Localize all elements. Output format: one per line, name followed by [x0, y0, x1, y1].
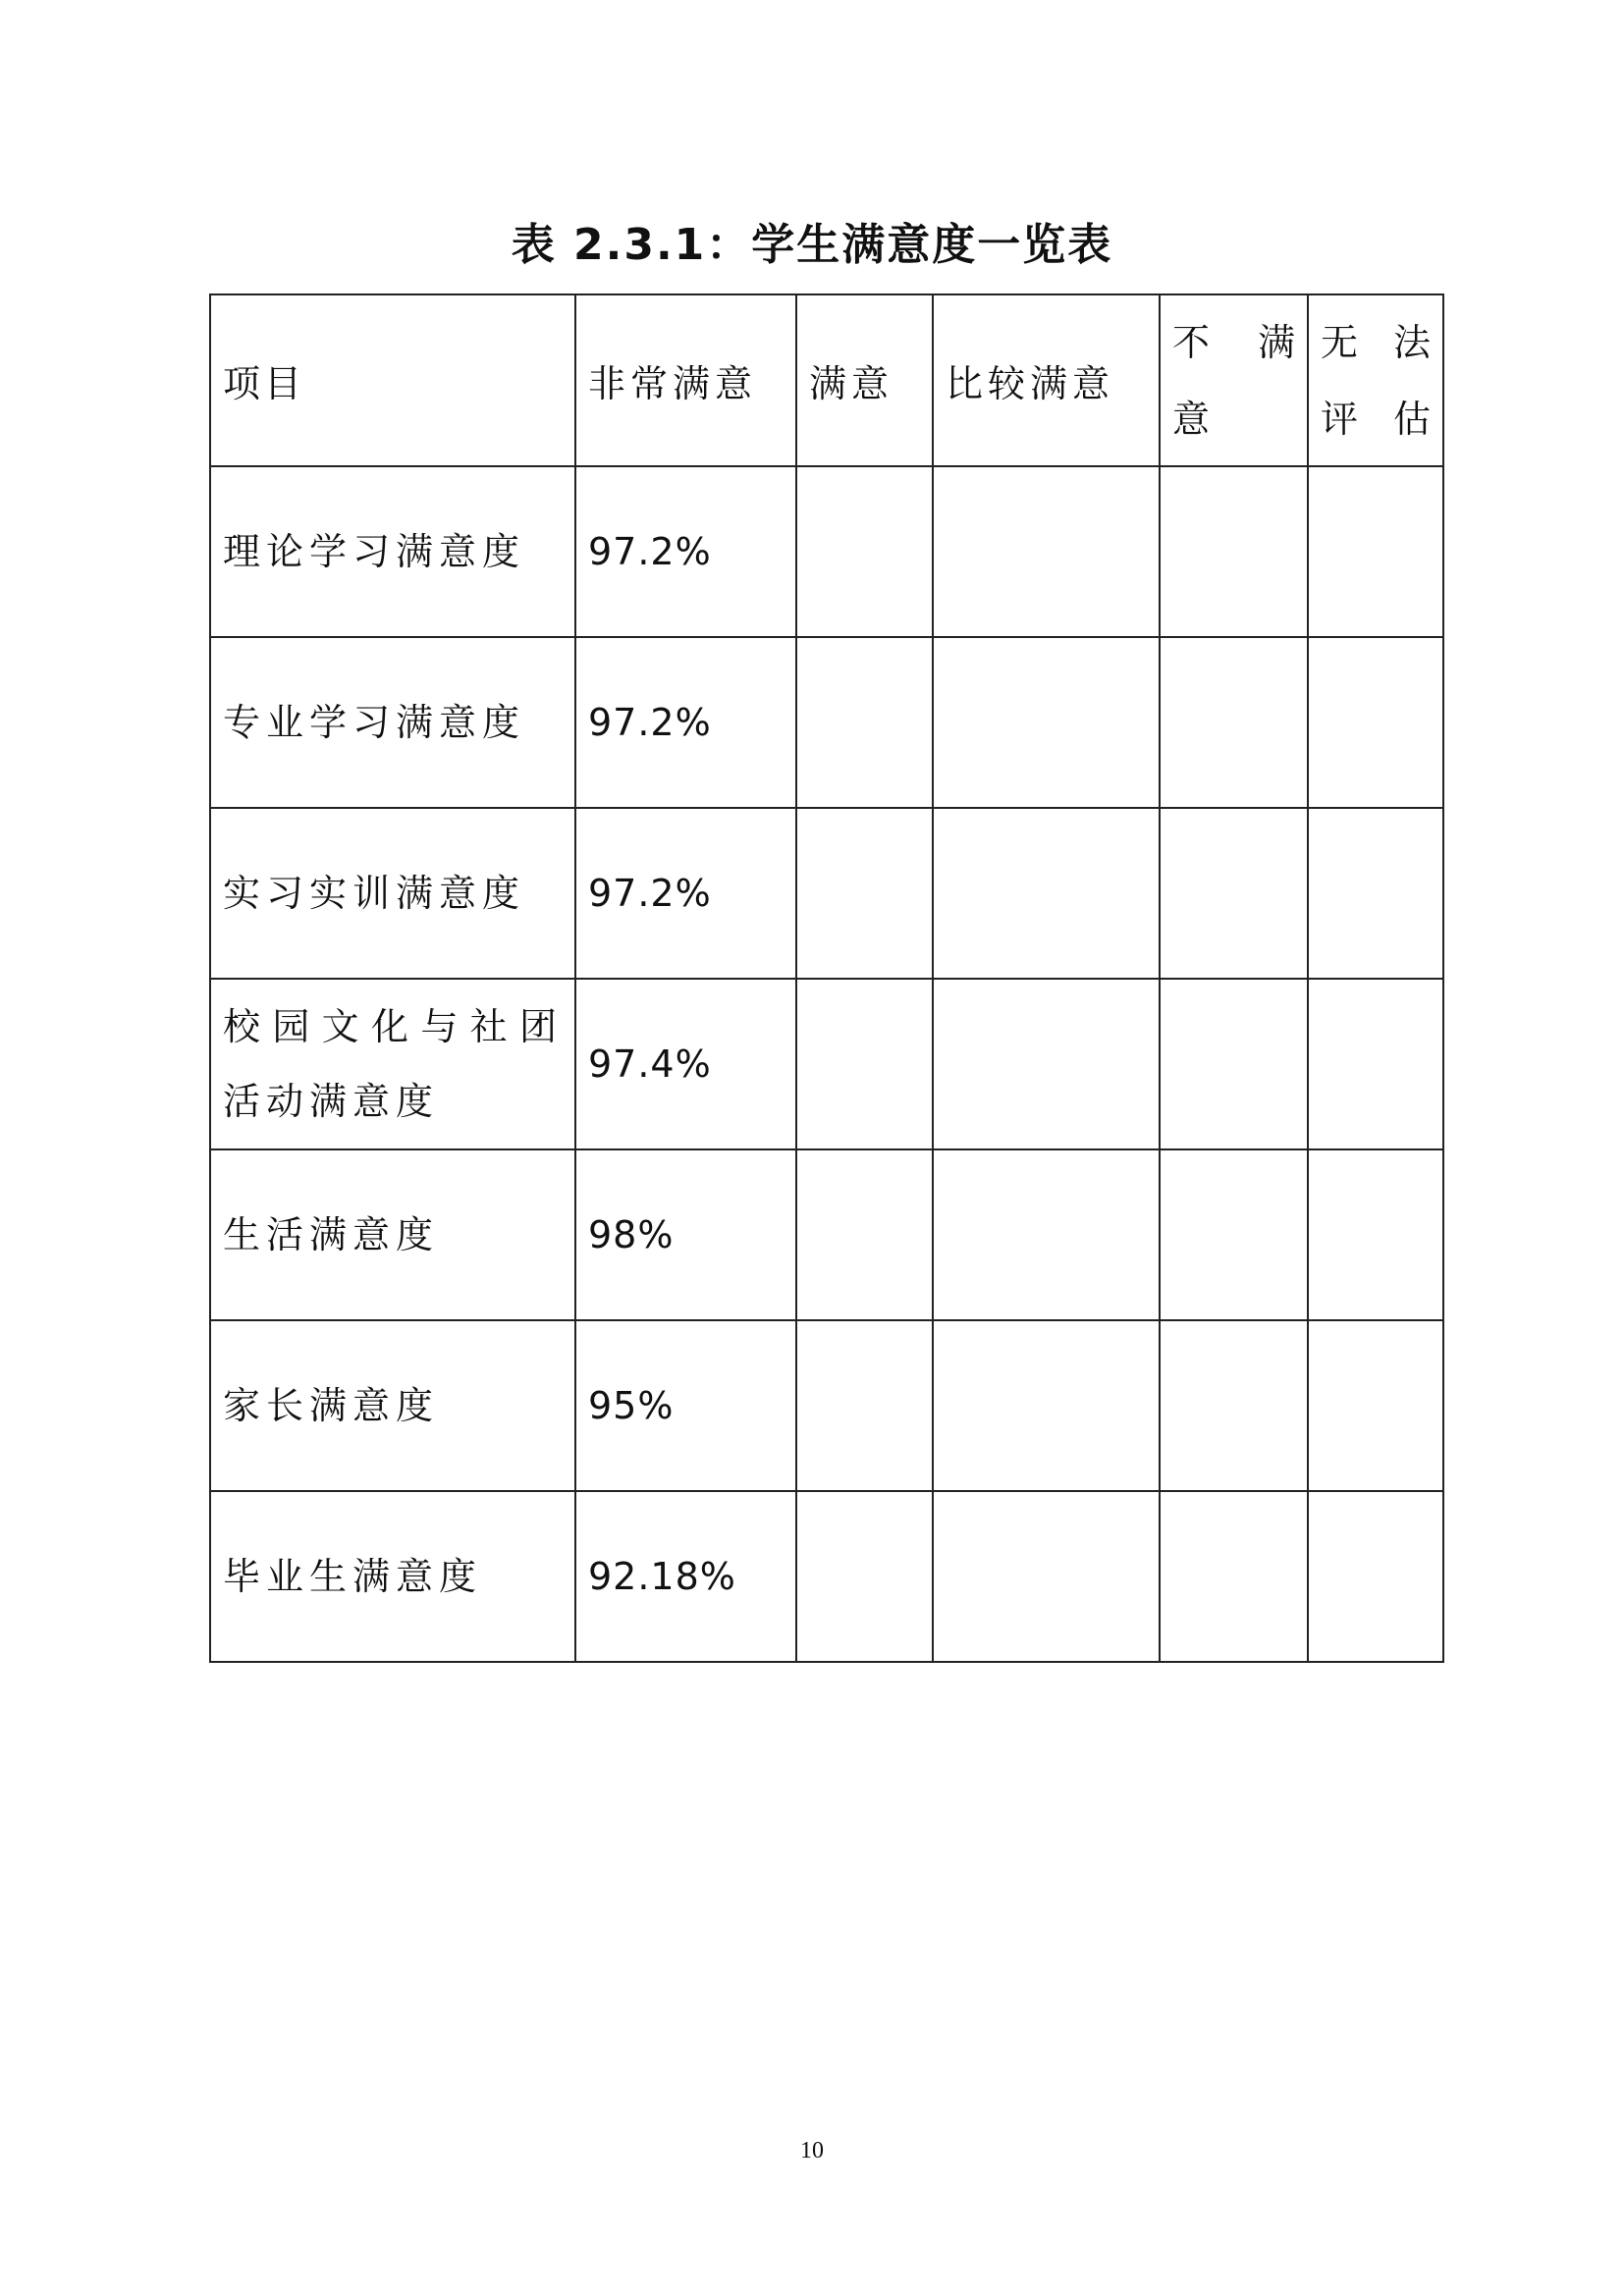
row-very-satisfied: 92.18% — [575, 1491, 796, 1662]
row-very-satisfied: 97.2% — [575, 808, 796, 979]
row-fairly-satisfied — [933, 466, 1160, 637]
row-very-satisfied: 95% — [575, 1320, 796, 1491]
row-fairly-satisfied — [933, 1149, 1160, 1320]
row-item: 校园文化与社团活动满意度 — [210, 979, 575, 1149]
row-item: 家长满意度 — [210, 1320, 575, 1491]
header-satisfied: 满意 — [796, 294, 933, 466]
row-satisfied — [796, 1320, 933, 1491]
row-item: 专业学习满意度 — [210, 637, 575, 808]
header-cannot-evaluate: 无 法 评估 — [1308, 294, 1443, 466]
row-satisfied — [796, 1491, 933, 1662]
row-cannot-evaluate — [1308, 466, 1443, 637]
row-item: 理论学习满意度 — [210, 466, 575, 637]
page-number: 10 — [800, 2138, 824, 2163]
row-fairly-satisfied — [933, 1320, 1160, 1491]
row-fairly-satisfied — [933, 1491, 1160, 1662]
table-row — [210, 1491, 1443, 1662]
table-title: 表 2.3.1：学生满意度一览表 — [511, 220, 1113, 270]
row-very-satisfied: 98% — [575, 1149, 796, 1320]
table-header-row — [210, 294, 1443, 466]
row-cannot-evaluate — [1308, 1491, 1443, 1662]
row-dissatisfied — [1160, 1320, 1308, 1491]
row-fairly-satisfied — [933, 808, 1160, 979]
table-row — [210, 1149, 1443, 1320]
row-satisfied — [796, 1149, 933, 1320]
row-cannot-evaluate — [1308, 808, 1443, 979]
row-satisfied — [796, 979, 933, 1149]
table-row — [210, 808, 1443, 979]
row-dissatisfied — [1160, 1149, 1308, 1320]
row-dissatisfied — [1160, 808, 1308, 979]
header-very-satisfied: 非常满意 — [575, 294, 796, 466]
row-fairly-satisfied — [933, 637, 1160, 808]
row-satisfied — [796, 808, 933, 979]
row-cannot-evaluate — [1308, 637, 1443, 808]
row-cannot-evaluate — [1308, 979, 1443, 1149]
row-dissatisfied — [1160, 979, 1308, 1149]
row-very-satisfied: 97.2% — [575, 466, 796, 637]
row-item: 生活满意度 — [210, 1149, 575, 1320]
row-cannot-evaluate — [1308, 1149, 1443, 1320]
row-cannot-evaluate — [1308, 1320, 1443, 1491]
row-item: 实习实训满意度 — [210, 808, 575, 979]
row-item: 毕业生满意度 — [210, 1491, 575, 1662]
satisfaction-table — [209, 294, 1444, 1663]
table-row — [210, 1320, 1443, 1491]
row-very-satisfied: 97.4% — [575, 979, 796, 1149]
row-dissatisfied — [1160, 1491, 1308, 1662]
row-satisfied — [796, 466, 933, 637]
header-item: 项目 — [210, 294, 575, 466]
row-dissatisfied — [1160, 466, 1308, 637]
table-row — [210, 466, 1443, 637]
row-fairly-satisfied — [933, 979, 1160, 1149]
table-row — [210, 637, 1443, 808]
table-row — [210, 979, 1443, 1149]
header-fairly-satisfied: 比较满意 — [933, 294, 1160, 466]
row-very-satisfied: 97.2% — [575, 637, 796, 808]
row-dissatisfied — [1160, 637, 1308, 808]
header-dissatisfied: 不 满 意 — [1160, 294, 1308, 466]
row-satisfied — [796, 637, 933, 808]
